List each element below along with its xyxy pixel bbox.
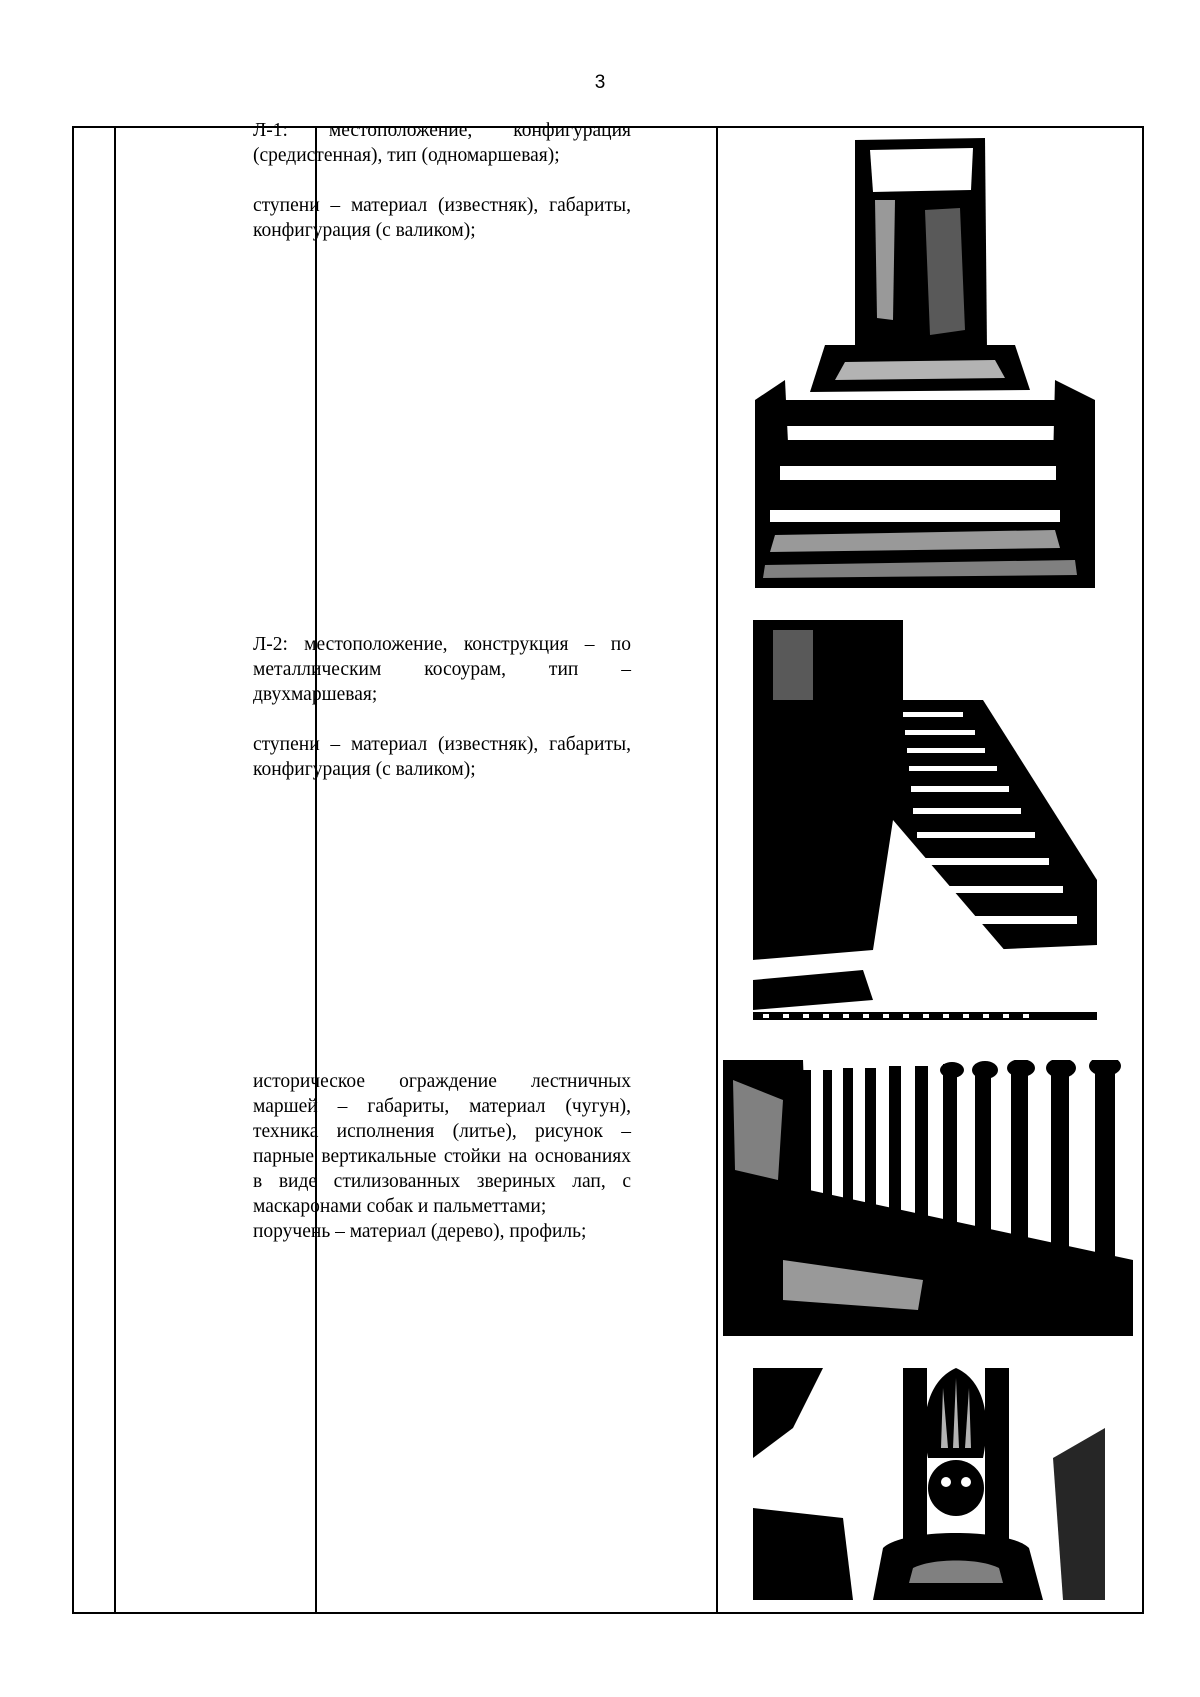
row-3-description — [253, 1069, 631, 1244]
staircase-one-flight-photo — [755, 130, 1095, 588]
page-number: 3 — [594, 72, 606, 93]
row-2-description — [253, 632, 631, 782]
staircase-two-flight-photo — [753, 620, 1097, 1026]
row-1-paragraph-2: ступени – материал (известняк), габариты, конфигурация (с валиком); — [253, 195, 631, 241]
column-divider-1 — [114, 128, 116, 1612]
row-3-paragraph-2: поручень – материал (дерево), профиль; — [253, 1221, 587, 1242]
column-divider-3 — [716, 128, 718, 1612]
railing-balusters-photo — [723, 1060, 1133, 1336]
row-1-paragraph-1: Л-1: местоположение, конфигурация (средистенная), тип (одномаршевая); — [253, 120, 631, 166]
row-2-paragraph-2: ступени – материал (известняк), габариты, конфигурация (с валиком); — [253, 734, 631, 780]
row-2-paragraph-1: Л-2: местоположение, конструкция – по металлическим косоурам, тип – двухмаршевая; — [253, 634, 631, 705]
row-3-paragraph-1: историческое ограждение лестничных маршей – габариты, материал (чугун), техника исполнения (литье), рисунок – парные вертикальные стойки на основаниях в виде стилизованных звериных лап, с маскаронами собак и пальметтами; — [253, 1071, 631, 1217]
row-1-description — [253, 118, 631, 243]
column-divider-2 — [315, 128, 317, 1612]
railing-mascaron-detail-photo — [753, 1368, 1105, 1600]
